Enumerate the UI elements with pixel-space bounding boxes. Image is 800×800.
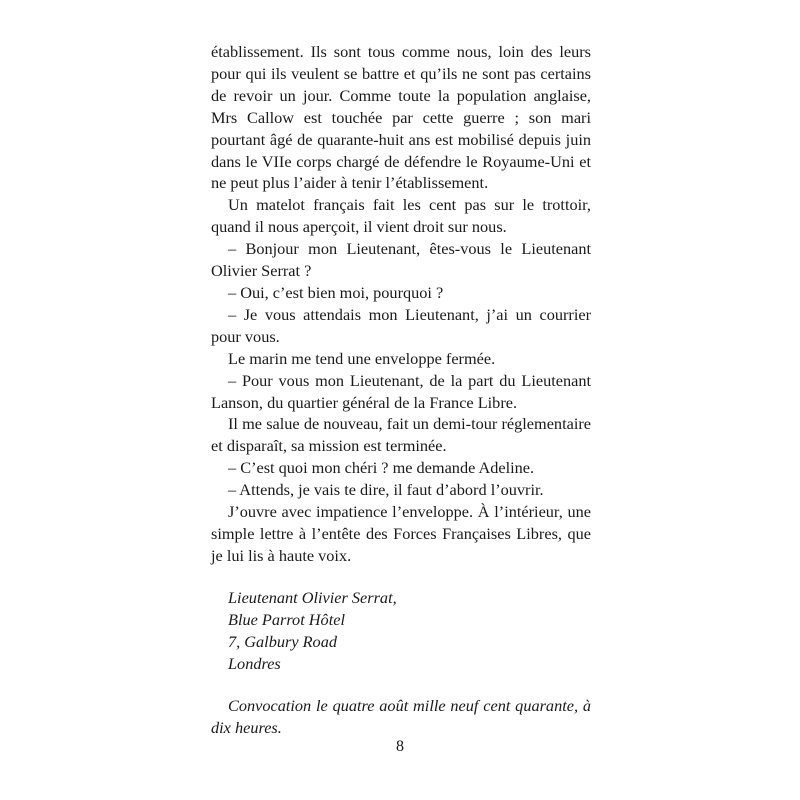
body-text (211, 41, 591, 739)
dialogue-line: – Oui, c’est bien moi, pourquoi ? (228, 282, 444, 302)
dialogue-line: – Pour vous mon Lieutenant, de la part du Lieutenant Lanson, du quartier général de la France Libre. (211, 370, 591, 412)
address-line: Blue Parrot Hôtel (228, 609, 345, 629)
dialogue-line: – C’est quoi mon chéri ? me demande Adeline. (228, 458, 535, 478)
address-line: Londres (228, 653, 281, 673)
paragraph: Un matelot français fait les cent pas sur le trottoir, quand il nous aperçoit, il vient droit sur nous. (211, 195, 591, 237)
dialogue-line: – Bonjour mon Lieutenant, êtes-vous le Lieutenant Olivier Serrat ? (211, 239, 591, 281)
paragraph: Le marin me tend une enveloppe fermée. (228, 348, 496, 368)
address-line: Lieutenant Olivier Serrat, (228, 587, 397, 607)
address-line: 7, Galbury Road (228, 631, 337, 651)
letter-address (228, 587, 591, 675)
paragraph: Il me salue de nouveau, fait un demi-tour réglementaire et disparaît, sa mission est terminée. (211, 414, 591, 456)
page-number: 8 (396, 738, 404, 755)
paragraph: J’ouvre avec impatience l’enveloppe. À l’intérieur, une simple lettre à l’entête des Forces Françaises Libres, que je lui lis à haute voix. (211, 502, 591, 565)
dialogue-line: – Je vous attendais mon Lieutenant, j’ai un courrier pour vous. (211, 304, 591, 346)
dialogue-line: – Attends, je vais te dire, il faut d’abord l’ouvrir. (228, 480, 544, 500)
paragraph: établissement. Ils sont tous comme nous, loin des leurs pour qui ils veulent se battre et qu’ils ne sont pas certains de revoir un jour. Comme toute la population anglaise, Mrs Callow est touchée par cette guerre ; son mari pourtant âgé de quarante-huit ans est mobilisé depuis juin dans le VIIe corps chargé de défendre le Royaume-Uni et ne peut plus l’aider à tenir l’établissement. (211, 42, 591, 193)
convocation-text: Convocation le quatre août mille neuf cent quarante, à dix heures. (211, 695, 591, 737)
